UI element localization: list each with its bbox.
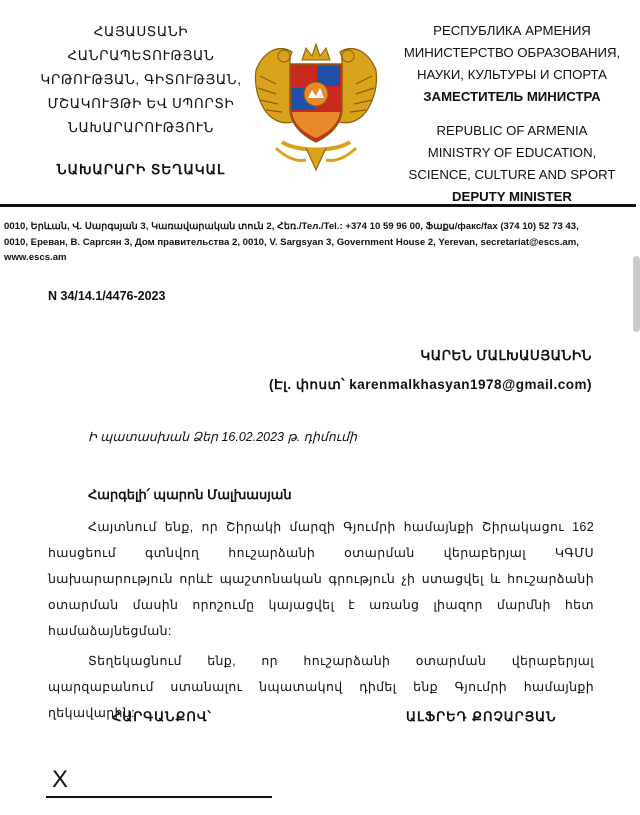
address-block — [4, 219, 624, 266]
header-armenian-line: ԿՐԹՈՒԹՅԱՆ, ԳԻՏՈՒԹՅԱՆ, — [40, 72, 242, 87]
body-paragraph: Հայտնում ենք, որ Շիրակի մարզի Գյումրի համայնքի Շիրակացու 162 հասցեում գտնվող հուշարձանի օտարման վերաբերյալ ԿԳՄՍ նախարարություն որևէ պաշտոնական գրություն չի ստացվել և հուշարձանի օտարման մասին որոշումը կայացվել է առանց լիազոր մարմնի հետ համաձայնեցման: — [48, 520, 594, 638]
header-english-line: SCIENCE, CULTURE AND SPORT — [408, 167, 616, 182]
reference-number: N 34/14.1/4476-2023 — [48, 289, 166, 303]
header-english-line: MINISTRY OF EDUCATION, — [427, 145, 597, 160]
header-english-line: REPUBLIC OF ARMENIA — [436, 123, 588, 138]
header-english-position: DEPUTY MINISTER — [452, 189, 572, 204]
header-russian-position: ЗАМЕСТИТЕЛЬ МИНИСТРА — [423, 89, 601, 104]
header-armenian-line: ՆԱԽԱՐԱՐՈՒԹՅՈՒՆ — [68, 120, 214, 135]
letter-body — [48, 514, 594, 726]
header-russian-line: НАУКИ, КУЛЬТУРЫ И СПОРТА — [417, 67, 607, 82]
header-divider — [0, 204, 636, 207]
signer-name: ԱԼՖՐԵԴ ՔՈՉԱՐՅԱՆ — [406, 709, 557, 724]
address-line: 0010, Ереван, В. Саргсян 3, Дом правительства 2, 0010, V. Sargsyan 3, Government House 2, Yerevan, secretariat@escs.am, — [4, 236, 579, 248]
signature-line — [46, 796, 272, 798]
closing-text: ՀԱՐԳԱՆՔՈՎ՝ — [112, 709, 212, 724]
header-russian-line: РЕСПУБЛИКА АРМЕНИЯ — [433, 23, 591, 38]
armenian-coat-of-arms-icon — [246, 30, 386, 180]
address-line: 0010, Երևան, Վ. Սարգսյան 3, Կառավարական տուն 2, Հեռ./Тел./Tel.: +374 10 59 96 00, Ֆաքս/факс/fax (374 10) 52 73 43, — [4, 221, 579, 232]
in-reply-line: Ի պատասխան Ձեր 16.02.2023 թ. դիմումի — [88, 430, 357, 444]
addressee-name: ԿԱՐԵՆ ՄԱԼԽԱՍՅԱՆԻՆ — [420, 348, 592, 363]
addressee-block — [269, 341, 592, 399]
scrollbar-thumb[interactable] — [633, 256, 640, 332]
header-russian-line: МИНИСТЕРСТВО ОБРАЗОВАНИЯ, — [403, 45, 621, 60]
header-armenian-line: ՀԱՅԱՍՏԱՆԻ — [93, 24, 189, 39]
address-website: www.escs.am — [4, 252, 67, 263]
header-armenian-line: ՄՇԱԿՈՒՅԹԻ ԵՎ ՍՊՈՐՏԻ — [47, 96, 235, 111]
header-armenian-line: ՀԱՆՐԱՊԵՏՈՒԹՅԱՆ — [67, 48, 215, 63]
signature-mark: X — [52, 766, 69, 793]
header-foreign — [396, 20, 628, 208]
salutation: Հարգելի՛ պարոն Մալխասյան — [88, 487, 292, 502]
addressee-email: (Էլ. փոստ՝ karenmalkhasyan1978@gmail.com) — [269, 377, 592, 392]
header-armenian-position: ՆԱԽԱՐԱՐԻ ՏԵՂԱԿԱԼ — [56, 162, 226, 177]
body-paragraph: Տեղեկացնում ենք, որ հուշարձանի օտարման վերաբերյալ պարզաբանում ստանալու նպատակով դիմել ենք Գյումրի համայնքի ղեկավարին: — [48, 654, 594, 720]
header-armenian — [36, 20, 246, 182]
